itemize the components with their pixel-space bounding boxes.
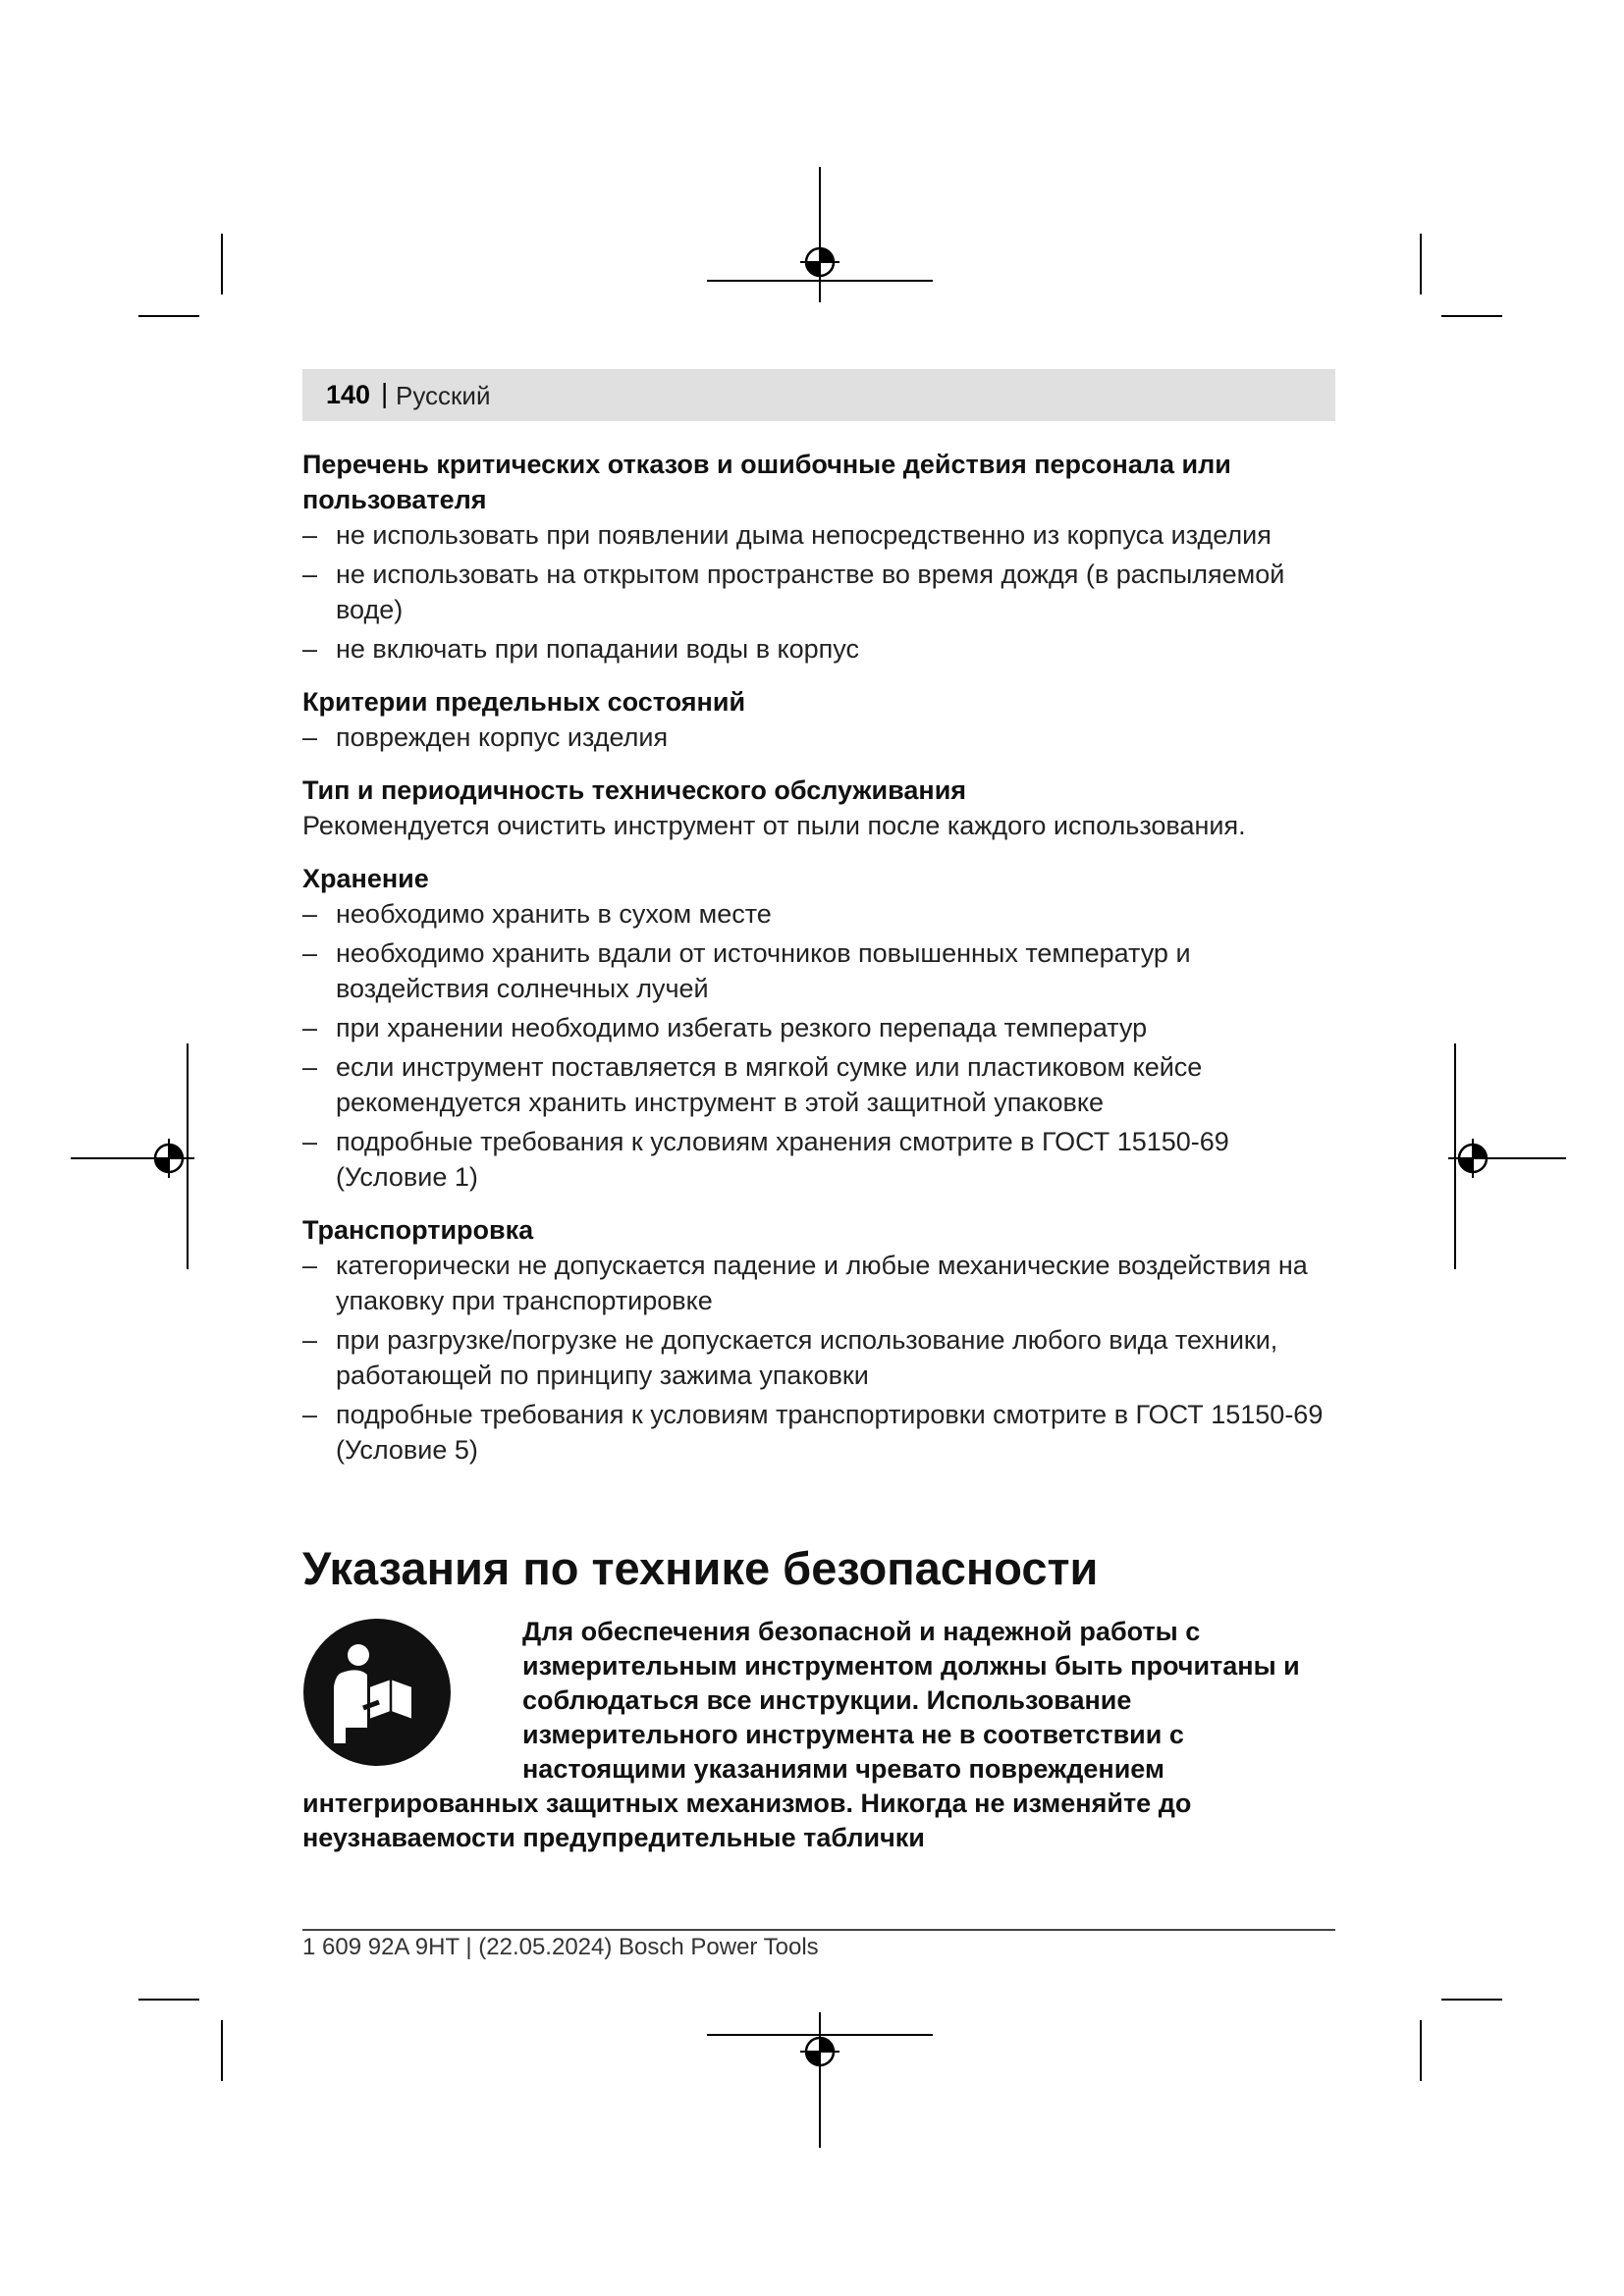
page-footer: 1 609 92A 9HT | (22.05.2024) Bosch Power Tools <box>302 1934 819 1960</box>
list-item: – необходимо хранить в сухом месте <box>302 896 1343 932</box>
list-item: – при разгрузке/погрузке не допускается использование любого вида техники, работающей по принципу зажима упаковки <box>302 1322 1343 1393</box>
registration-mark-icon <box>1453 1139 1492 1178</box>
bullet-list <box>302 517 1343 667</box>
footer-rule <box>302 1929 1335 1931</box>
list-item: – при хранении необходимо избегать резкого перепада температур <box>302 1010 1343 1045</box>
list-item: – не использовать на открытом пространстве во время дождя (в распыляемой воде) <box>302 557 1343 627</box>
section-maintenance <box>302 773 1343 843</box>
page-number: 140 <box>326 380 371 409</box>
section-paragraph: Рекомендуется очистить инструмент от пыли после каждого использования. <box>302 811 1246 840</box>
list-item: – не использовать при появлении дыма непосредственно из корпуса изделия <box>302 517 1343 553</box>
header-language: Русский <box>396 381 491 410</box>
section-critical-failures <box>302 447 1343 667</box>
bullet-list <box>302 1248 1343 1468</box>
crop-mark <box>221 234 223 294</box>
crop-mark <box>221 2020 223 2081</box>
registration-mark-icon <box>800 2032 839 2071</box>
page-header <box>302 369 1335 421</box>
crop-mark <box>138 315 199 317</box>
section-heading: Перечень критических отказов и ошибочные действия персонала или пользователя <box>302 450 1231 514</box>
list-item: – категорически не допускается падение и любые механические воздействия на упаковку при транспортировке <box>302 1248 1343 1318</box>
section-heading: Критерии предельных состояний <box>302 687 746 717</box>
safety-text <box>302 1615 1314 1855</box>
section-heading: Транспортировка <box>302 1215 534 1245</box>
list-item: – поврежден корпус изделия <box>302 720 1343 755</box>
section-transport <box>302 1212 1343 1468</box>
header-separator: | <box>381 378 389 408</box>
main-content <box>302 447 1343 1485</box>
crop-mark <box>1420 234 1422 294</box>
registration-mark-icon <box>149 1139 189 1178</box>
safety-paragraph: Для обеспечения безопасной и надежной работы с измерительным инструментом должны быть прочитаны и соблюдаться все инструкции. Использование измерительного инструмента не в соответствии с настоящими указаниями чревато повреждением интегрированных защитных механизмов. Никогда не изменяйте до неузнаваемости предупредительные таблички <box>302 1617 1300 1852</box>
safety-title: Указания по технике безопасности <box>302 1542 1099 1594</box>
section-heading: Тип и периодичность технического обслуживания <box>302 775 967 805</box>
bullet-list <box>302 720 1343 755</box>
list-item: – не включать при попадании воды в корпус <box>302 631 1343 667</box>
list-item: – подробные требования к условиям транспортировки смотрите в ГОСТ 15150-69 (Условие 5) <box>302 1397 1343 1468</box>
list-item: – подробные требования к условиям хранения смотрите в ГОСТ 15150-69 (Условие 1) <box>302 1124 1343 1195</box>
section-limit-states <box>302 684 1343 755</box>
list-item: – если инструмент поставляется в мягкой сумке или пластиковом кейсе рекомендуется хранить инструмент в этой защитной упаковке <box>302 1049 1343 1120</box>
bullet-list <box>302 896 1343 1195</box>
crop-mark <box>1441 1999 1502 2001</box>
crop-mark <box>1441 315 1502 317</box>
section-heading: Хранение <box>302 864 429 893</box>
registration-mark-icon <box>800 242 839 282</box>
crop-mark <box>1420 2020 1422 2081</box>
icon-spacer <box>302 1615 522 1787</box>
crop-mark <box>819 167 821 302</box>
list-item: – необходимо хранить вдали от источников повышенных температур и воздействия солнечных лучей <box>302 935 1343 1006</box>
section-storage <box>302 861 1343 1195</box>
crop-mark <box>138 1999 199 2001</box>
